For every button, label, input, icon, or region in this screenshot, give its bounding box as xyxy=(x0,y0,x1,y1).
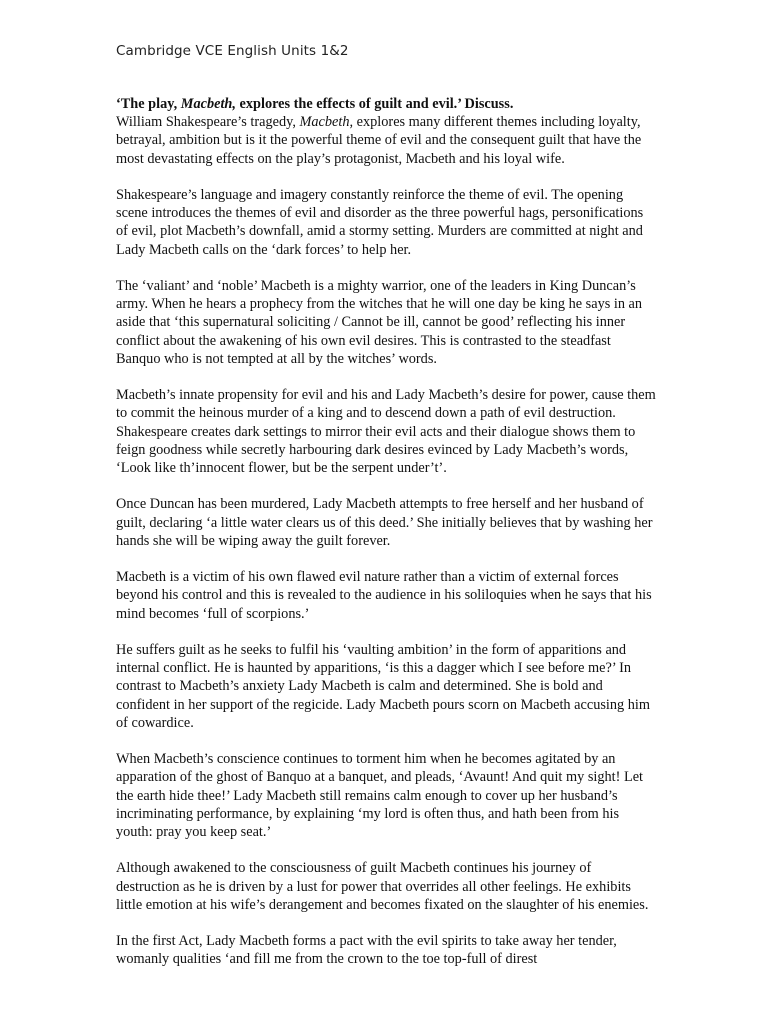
essay-body xyxy=(116,95,656,987)
intro-paragraph xyxy=(116,113,656,168)
paragraph-duncan-murdered: Once Duncan has been murdered, Lady Macbeth attempts to free herself and her husband of guilt, declaring ‘a little water clears us of this deed.’ She initially believes that by washing her hands she will be wiping away the guilt forever. xyxy=(116,496,653,549)
title-text-2: explores the effects of guilt and evil.’ Discuss. xyxy=(235,96,514,112)
intro-text-2: explores many different themes including loyalty, betrayal, ambition but is it the powerful theme of evil and the consequent guilt that have the most devastating effects on the play’s protagonist, Macbeth and his loyal wife. xyxy=(116,114,642,167)
title-text-1: ‘The play, xyxy=(116,96,181,112)
paragraph-language-imagery: Shakespeare’s language and imagery constantly reinforce the theme of evil. The opening scene introduces the themes of evil and disorder as the three powerful hags, personifications of evil, plot Macbeth’s downfall, amid a stormy setting. Murders are committed at night and Lady Macbeth calls on the ‘dark forces’ to help her. xyxy=(116,187,644,258)
paragraph-valiant-macbeth: The ‘valiant’ and ‘noble’ Macbeth is a mighty warrior, one of the leaders in King Duncan’s army. When he hears a prophecy from the witches that he will one day be king he says in an aside that ‘this supernatural soliciting / Cannot be ill, cannot be good’ reflecting his inner conflict about the awakening of his own evil desires. This is contrasted to the steadfast Banquo who is not tempted at all by the witches’ words. xyxy=(116,278,643,367)
intro-play-name: Macbeth, xyxy=(299,114,354,131)
intro-block xyxy=(116,95,656,168)
intro-text-1: William Shakespeare’s tragedy, xyxy=(116,114,300,131)
essay-title xyxy=(116,95,656,113)
paragraph-consciousness-of-guilt: Although awakened to the consciousness of guilt Macbeth continues his journey of destruction as he is driven by a lust for power that overrides all other feelings. He exhibits little emotion at his wife’s derangement and becomes fixated on the slaughter of his enemies. xyxy=(116,860,649,913)
paragraph-vaulting-ambition: He suffers guilt as he seeks to fulfil his ‘vaulting ambition’ in the form of apparitions and internal conflict. He is haunted by apparitions, ‘is this a dagger which I see before me?’ In contrast to Macbeth’s anxiety Lady Macbeth is calm and determined. She is bold and confident in her support of the regicide. Lady Macbeth pours scorn on Macbeth accusing him of cowardice. xyxy=(116,642,650,731)
page-header: Cambridge VCE English Units 1&2 xyxy=(116,43,349,59)
paragraph-flawed-nature: Macbeth is a victim of his own flawed evil nature rather than a victim of external forces beyond his control and this is revealed to the audience in his soliloquies when he says that his mind becomes ‘full of scorpions.’ xyxy=(116,569,652,622)
paragraph-first-act: In the first Act, Lady Macbeth forms a pact with the evil spirits to take away her tender, womanly qualities ‘and fill me from the crown to the toe top-full of direst xyxy=(116,933,617,968)
paragraph-propensity-for-evil: Macbeth’s innate propensity for evil and his and Lady Macbeth’s desire for power, cause them to commit the heinous murder of a king and to descend down a path of evil destruction. Shakespeare creates dark settings to mirror their evil acts and their dialogue shows them to feign goodness while secretly harbouring dark desires evinced by Lady Macbeth’s words, ‘Look like th’innocent flower, but be the serpent under’t’. xyxy=(116,387,656,477)
title-play-name: Macbeth, xyxy=(180,96,236,112)
paragraph-banquo-ghost: When Macbeth’s conscience continues to torment him when he becomes agitated by an apparation of the ghost of Banquo at a banquet, and pleads, ‘Avaunt! And quit my sight! Let the earth hide thee!’ Lady Macbeth still remains calm enough to cover up her husband’s incriminating performance, by explaining ‘my lord is often thus, and hath been from his youth: pray you keep seat.’ xyxy=(116,751,644,841)
